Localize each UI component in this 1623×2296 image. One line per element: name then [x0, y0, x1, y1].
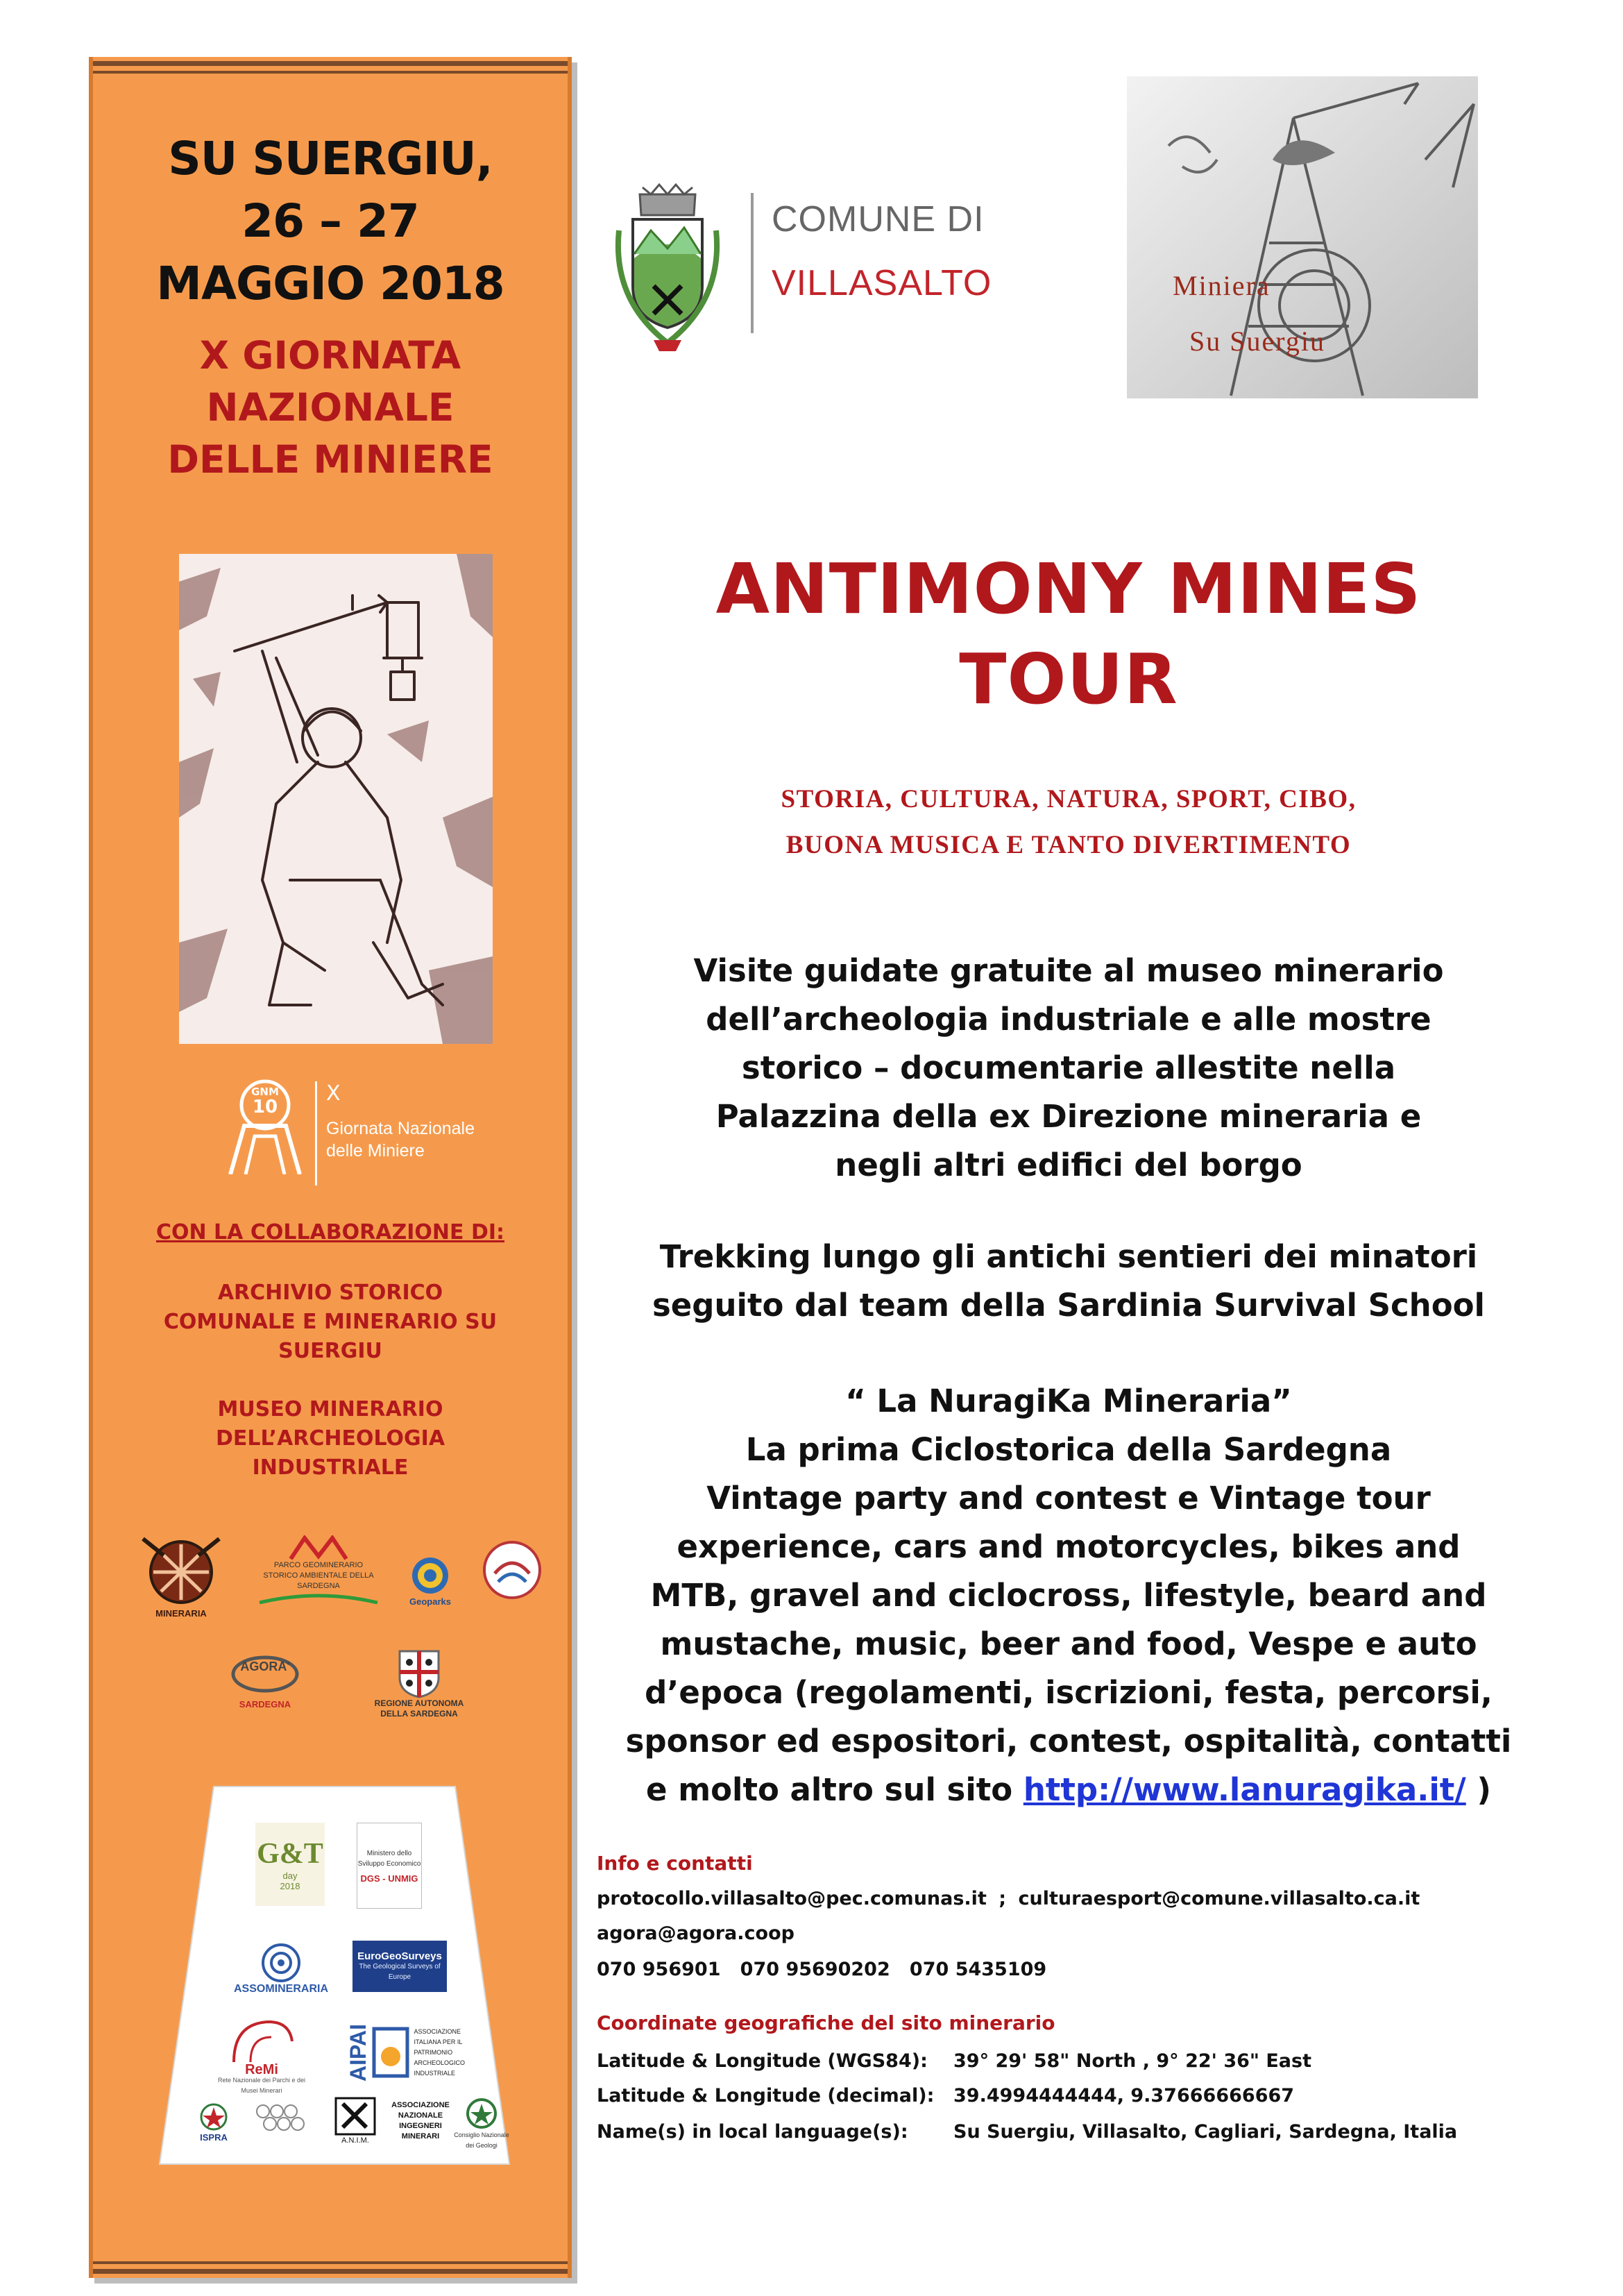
- banner-bottom-stripe-thin: [93, 2261, 568, 2264]
- ispra-emblem-icon: [198, 2102, 229, 2132]
- date-line-2: 26 – 27: [241, 194, 419, 248]
- subtitle-line-2: BUONA MUSICA E TANTO DIVERTIMENTO: [785, 831, 1352, 859]
- eurogeo-sub: The Geological Surveys of Europe: [359, 1962, 441, 1981]
- nuragika-logo: [129, 1523, 233, 1627]
- cng-logo: [454, 2091, 509, 2157]
- agora-logo: [210, 1639, 321, 1723]
- gnm-number: 10: [252, 1097, 278, 1117]
- round-logo: [477, 1535, 547, 1605]
- miner-sketch-icon: [179, 554, 493, 1044]
- visite-line-1: Visite guidate gratuite al museo minerario: [693, 952, 1444, 989]
- nuragika-line-3: Vintage party and contest e Vintage tour: [706, 1480, 1431, 1517]
- villasalto-coat-of-arms: [612, 182, 723, 355]
- anim-text-logo: [386, 2086, 455, 2156]
- email-separator: ;: [999, 1888, 1007, 1909]
- coords-value-wgs84: 39° 29' 58" North , 9° 22' 36" East: [953, 2050, 1312, 2072]
- email-culturaesport[interactable]: culturaesport@comune.villasalto.ca.it: [1018, 1888, 1420, 1909]
- ispra-label: ISPRA: [200, 2132, 228, 2143]
- coords-label-local: Name(s) in local language(s):: [597, 2121, 908, 2143]
- coords-value-local: Su Suergiu, Villasalto, Cagliari, Sardegna, Italia: [953, 2121, 1458, 2143]
- round-seal-icon: [481, 1539, 543, 1601]
- agora-label: AGORA': [240, 1660, 290, 1673]
- banner-bottom-stripe: [93, 2269, 568, 2274]
- paragraph-nuragika: [597, 1377, 1540, 1814]
- date-line-3: MAGGIO 2018: [156, 257, 504, 310]
- dgs-sub: Ministero dello Sviluppo Economico: [357, 1849, 421, 1868]
- parco-swoosh-icon: [256, 1592, 381, 1605]
- nuragika-wheel-icon: [136, 1532, 226, 1608]
- eurogeosurveys-logo: [352, 1941, 447, 1992]
- gnm-acronym: GNM: [251, 1086, 279, 1098]
- nuragika-line-1: “ La NuragiKa Mineraria”: [845, 1383, 1292, 1419]
- coords-label-wgs84: Latitude & Longitude (WGS84):: [597, 2050, 928, 2072]
- event-line-2: NAZIONALE: [206, 385, 454, 430]
- geoparks-logo: [389, 1542, 472, 1619]
- parco-logo: [239, 1528, 398, 1612]
- dgs-unmig-logo: [357, 1823, 422, 1909]
- nuragika-label: MINERARIA: [155, 1607, 207, 1619]
- remi-label: ReMi: [245, 2061, 278, 2077]
- dgs-label: DGS - UNMIG: [360, 1873, 418, 1884]
- anim-sub: ASSOCIAZIONE NAZIONALE INGEGNERI MINERARI: [391, 2101, 450, 2141]
- hexagon-network-icon: [249, 2097, 318, 2139]
- trekking-line-2: seguito dal team della Sardinia Survival School: [652, 1287, 1485, 1324]
- subtitle-line-1: STORIA, CULTURA, NATURA, SPORT, CIBO,: [781, 785, 1357, 813]
- agora-sub: SARDEGNA: [239, 1698, 291, 1710]
- anim-hammers-icon: [334, 2097, 376, 2136]
- coords-heading: Coordinate geografiche del sito minerario: [597, 2011, 1055, 2034]
- ispra-logo: [186, 2091, 241, 2153]
- regione-shield-icon: [397, 1647, 441, 1698]
- collab-org1-line1: ARCHIVIO STORICO: [217, 1281, 443, 1305]
- comune-label: COMUNE DI: [772, 199, 985, 239]
- visite-line-3: storico – documentarie allestite nella: [741, 1049, 1396, 1086]
- email-protocollo[interactable]: protocollo.villasalto@pec.comunas.it: [597, 1888, 987, 1909]
- nuragika-line-8: sponsor ed espositori, contest, ospitalità, contatti: [625, 1723, 1512, 1759]
- event-banner: [89, 57, 572, 2278]
- gnm-name-1: Giornata Nazionale: [326, 1119, 475, 1138]
- main-title-line-1: ANTIMONY MINES: [715, 548, 1422, 630]
- anim-logo: [328, 2086, 383, 2156]
- gt-day-logo: [255, 1823, 325, 1906]
- event-line-1: X GIORNATA: [199, 333, 461, 378]
- collab-heading: CON LA COLLABORAZIONE DI:: [155, 1220, 505, 1244]
- event-line-3: DELLE MINIERE: [167, 437, 493, 482]
- visite-line-5: negli altri edifici del borgo: [835, 1147, 1302, 1183]
- miniera-su-suergiu-logo: [1127, 76, 1478, 398]
- contacts-phones: 070 956901 070 95690202 070 5435109: [597, 1959, 1047, 1980]
- collab-org2-line3: INDUSTRIALE: [252, 1455, 409, 1480]
- gnm-name-2: delle Miniere: [326, 1141, 425, 1160]
- remi-arc-icon: [220, 2016, 303, 2065]
- nuragika-line-9: [597, 1766, 1540, 1814]
- remi-sub: Rete Nazionale dei Parchi e dei Musei Minerari: [217, 2076, 306, 2094]
- nuragika-line-4: experience, cars and motorcycles, bikes and: [677, 1528, 1461, 1565]
- nuragika-last-suffix: ): [1465, 1771, 1491, 1808]
- anim-label: A.N.I.M.: [341, 2136, 369, 2145]
- nuragika-last-prefix: e molto altro sul sito: [646, 1771, 1023, 1808]
- contacts-emails: [597, 1888, 1420, 1909]
- banner-top-stripe: [93, 61, 568, 66]
- date-line-1: SU SUERGIU,: [168, 132, 493, 185]
- gnm-roman: X: [326, 1081, 341, 1106]
- aipai-label: AIPAI: [345, 2023, 371, 2082]
- regione-logo: [357, 1631, 482, 1735]
- banner-top-stripe-thin: [93, 71, 568, 74]
- collab-org1-line2: COMUNALE E MINERARIO SU: [163, 1310, 498, 1334]
- gnm-badge: [223, 1077, 307, 1174]
- coat-of-arms-icon: [612, 182, 723, 355]
- miner-illustration: [179, 554, 493, 1044]
- coords-label-decimal: Latitude & Longitude (decimal):: [597, 2085, 935, 2107]
- assomineraria-logo: [229, 1930, 333, 2006]
- nuragika-line-2: La prima Ciclostorica della Sardegna: [745, 1431, 1392, 1468]
- geoparks-label: Geoparks: [409, 1596, 451, 1607]
- geoparks-globe-icon: [406, 1555, 454, 1596]
- email-agora[interactable]: agora@agora.coop: [597, 1923, 794, 1944]
- aipai-logo: [341, 2014, 480, 2091]
- nuragika-line-6: mustache, music, beer and food, Vespe e auto: [660, 1626, 1477, 1662]
- eurogeo-label: EuroGeoSurveys: [357, 1950, 442, 1962]
- remi-logo: [210, 2014, 314, 2097]
- collab-org2-line2: DELL’ARCHEOLOGIA: [215, 1426, 445, 1451]
- cng-emblem-icon: [465, 2097, 498, 2130]
- partners-pyramid: [154, 1781, 515, 2170]
- assomineraria-label: ASSOMINERARIA: [233, 1982, 328, 1995]
- coords-value-decimal: 39.4994444444, 9.37666666667: [953, 2085, 1295, 2107]
- aipai-sub: ASSOCIAZIONE ITALIANA PER IL PATRIMONIO ARCHEOLOGICO INDUSTRIALE: [414, 2027, 466, 2077]
- parco-label: PARCO GEOMINERARIO STORICO AMBIENTALE DELLA SARDEGNA: [263, 1560, 374, 1590]
- gt-mark: G&T: [257, 1838, 323, 1870]
- parco-mark-icon: [277, 1535, 360, 1560]
- comune-name: VILLASALTO: [772, 263, 992, 303]
- main-title-line-2: TOUR: [959, 639, 1178, 720]
- trekking-line-1: Trekking lungo gli antichi sentieri dei minatori: [659, 1238, 1478, 1275]
- visite-line-2: dell’archeologia industriale e alle mostre: [706, 1001, 1431, 1038]
- paragraph-visite: [597, 947, 1540, 1190]
- aipai-mark-icon: [371, 2025, 410, 2080]
- hexagon-logo: [246, 2092, 322, 2145]
- lanuragika-link[interactable]: http://www.lanuragika.it/: [1023, 1771, 1466, 1808]
- regione-label: REGIONE AUTONOMA DELLA SARDEGNA: [374, 1698, 464, 1719]
- collab-org2-line1: MUSEO MINERARIO: [217, 1397, 443, 1421]
- gt-day: day: [282, 1871, 298, 1881]
- miniera-label-1: Miniera: [1173, 270, 1271, 301]
- gnm-divider: [315, 1081, 317, 1185]
- collab-org1-line3: SUERGIU: [278, 1339, 382, 1363]
- contacts-heading: Info e contatti: [597, 1852, 753, 1875]
- visite-line-4: Palazzina della ex Direzione mineraria e: [715, 1098, 1422, 1135]
- assomineraria-mark-icon: [260, 1942, 302, 1984]
- miniera-label-2: Su Suergiu: [1189, 326, 1325, 357]
- gt-year: 2018: [280, 1881, 300, 1891]
- paragraph-trekking: [597, 1233, 1540, 1330]
- cng-label: Consiglio Nazionale dei Geologi: [454, 2132, 509, 2149]
- comune-divider: [751, 193, 754, 333]
- nuragika-line-5: MTB, gravel and ciclocross, lifestyle, beard and: [650, 1577, 1487, 1614]
- nuragika-line-7: d’epoca (regolamenti, iscrizioni, festa, percorsi,: [645, 1674, 1493, 1711]
